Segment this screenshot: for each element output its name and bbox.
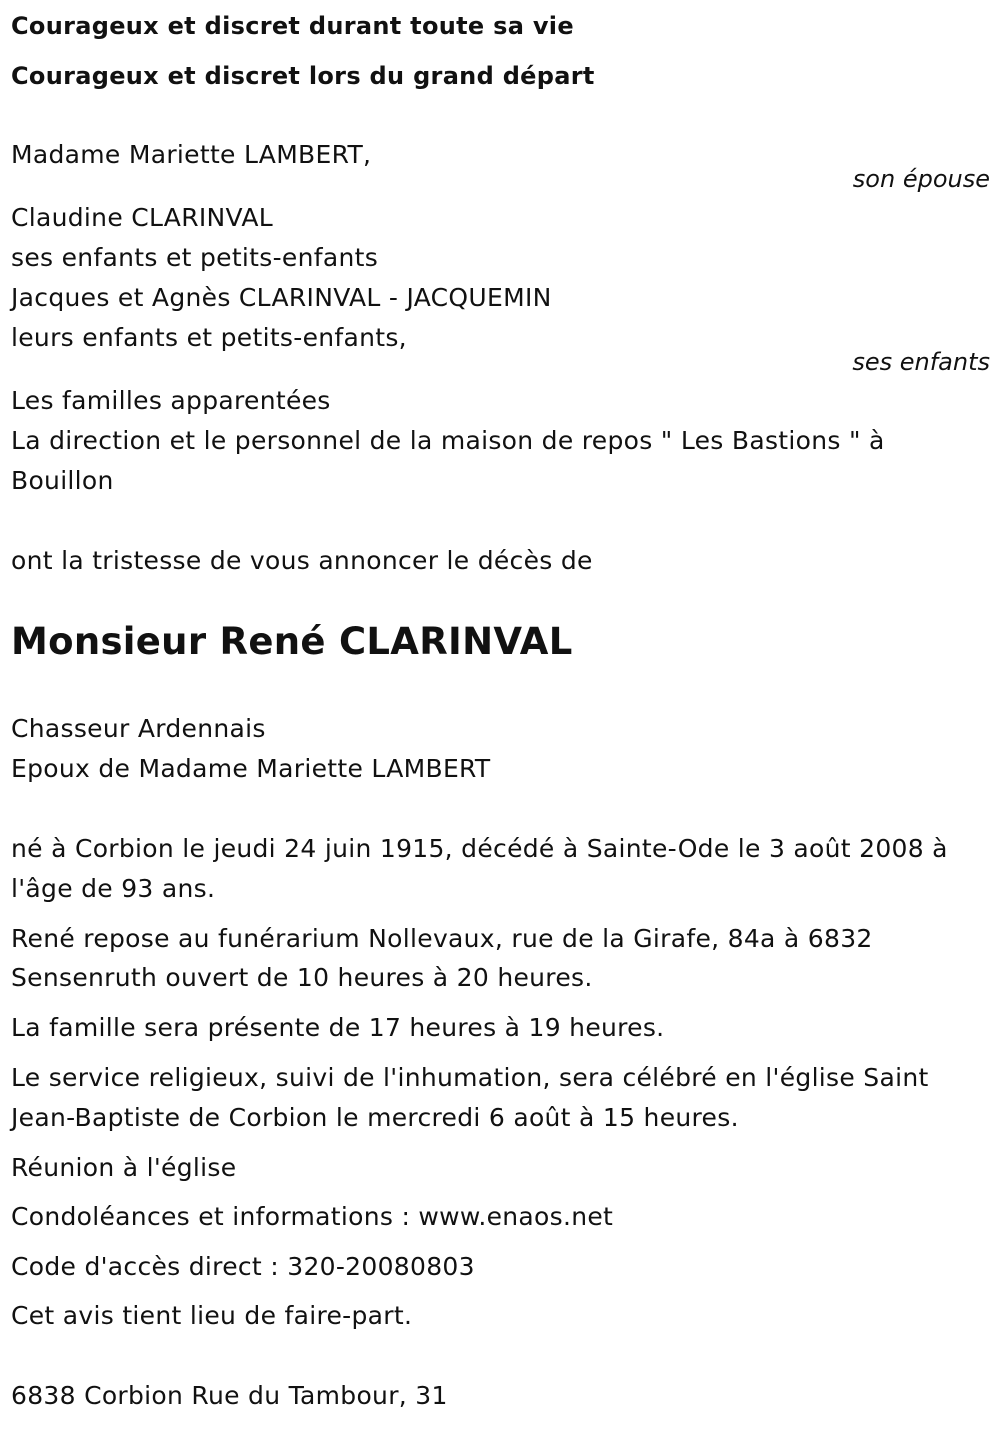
children-label: ses enfants [852, 348, 990, 376]
spouse-label: son épouse [852, 165, 990, 193]
child-line-3: Jacques et Agnès CLARINVAL - JACQUEMIN [11, 283, 552, 312]
notice: Cet avis tient lieu de faire-part. [11, 1301, 413, 1330]
deceased-name: Monsieur René CLARINVAL [11, 620, 573, 663]
birth-death-line-2: l'âge de 93 ans. [11, 874, 216, 903]
others-line-3: Bouillon [11, 466, 114, 495]
access-code: Code d'accès direct : 320-20080803 [11, 1252, 475, 1281]
birth-death-line-1: né à Corbion le jeudi 24 juin 1915, décédé à Sainte-Ode le 3 août 2008 à [11, 834, 948, 863]
repose-line-1: René repose au funérarium Nollevaux, rue de la Girafe, 84a à 6832 [11, 924, 873, 953]
others-line-1: Les familles apparentées [11, 386, 331, 415]
header-line-2: Courageux et discret lors du grand départ [11, 62, 595, 90]
address: 6838 Corbion Rue du Tambour, 31 [11, 1381, 448, 1410]
header-line-1: Courageux et discret durant toute sa vie [11, 12, 574, 40]
deceased-spouse: Epoux de Madame Mariette LAMBERT [11, 754, 491, 783]
child-line-1: Claudine CLARINVAL [11, 203, 273, 232]
child-line-2: ses enfants et petits-enfants [11, 243, 379, 272]
deceased-title: Chasseur Ardennais [11, 714, 266, 743]
service-line-1: Le service religieux, suivi de l'inhumation, sera célébré en l'église Saint [11, 1063, 929, 1092]
repose-line-2: Sensenruth ouvert de 10 heures à 20 heures. [11, 963, 593, 992]
service-line-2: Jean-Baptiste de Corbion le mercredi 6 août à 15 heures. [11, 1103, 739, 1132]
others-line-2: La direction et le personnel de la maison de repos " Les Bastions " à [11, 426, 885, 455]
announcement: ont la tristesse de vous annoncer le décès de [11, 546, 593, 575]
condolences: Condoléances et informations : www.enaos.net [11, 1202, 614, 1231]
family-presence: La famille sera présente de 17 heures à 19 heures. [11, 1013, 665, 1042]
meeting: Réunion à l'église [11, 1153, 237, 1182]
spouse-name: Madame Mariette LAMBERT, [11, 140, 372, 169]
child-line-4: leurs enfants et petits-enfants, [11, 323, 407, 352]
